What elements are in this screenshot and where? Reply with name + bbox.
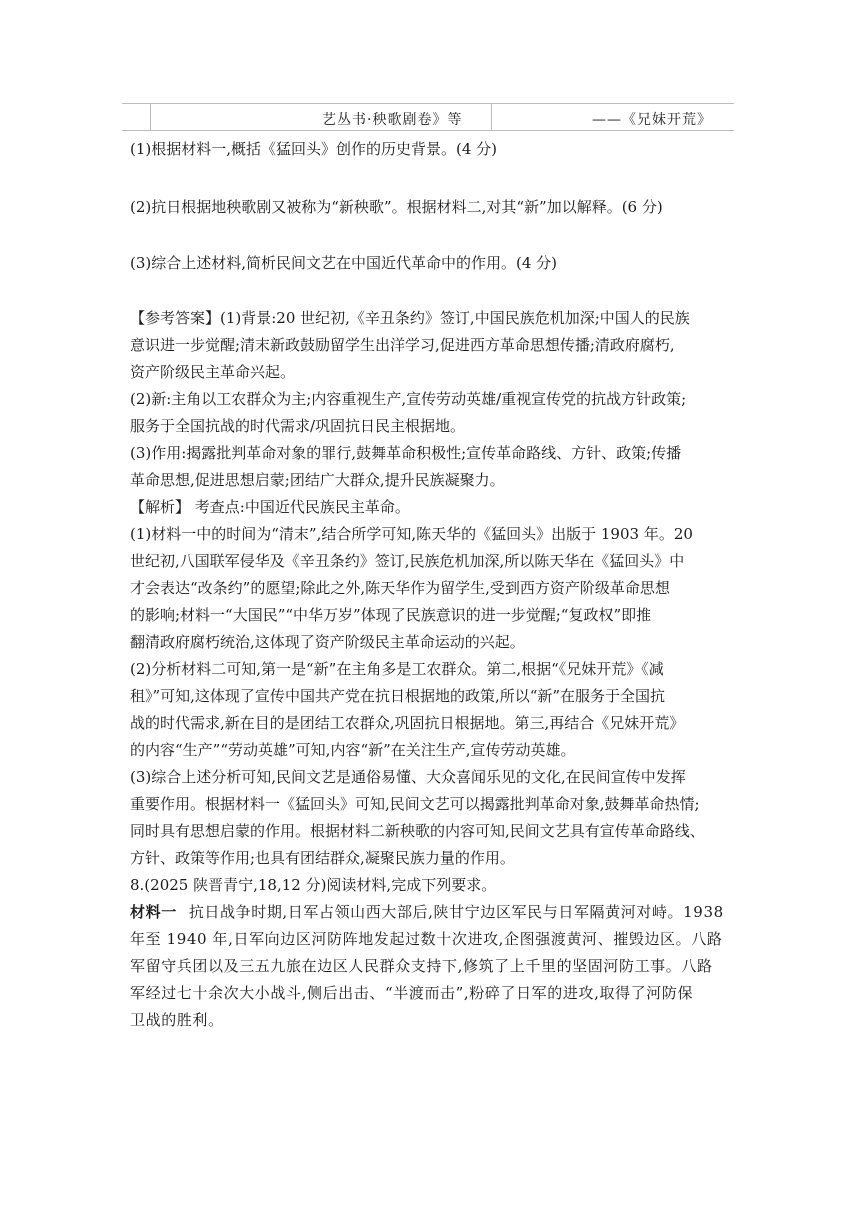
analysis-heading: 【解析】 考查点:中国近代民族民主革命。 [130, 498, 410, 516]
table-divider [491, 104, 492, 130]
answer-block [130, 305, 736, 899]
analysis-line: 战的时代需求,新在目的是团结工农群众,巩固抗日根据地。第三,再结合《兄妹开荒》 [130, 714, 685, 732]
material-label: 材料一 [130, 903, 177, 921]
analysis-line: 翻清政府腐朽统治,这体现了资产阶级民主革命运动的兴起。 [130, 633, 525, 651]
analysis-line: 方针、政策等作用;也具有团结群众,凝聚民族力量的作用。 [130, 849, 515, 867]
table-divider [150, 104, 151, 130]
table-cell-title: ——《兄妹开荒》 [592, 112, 712, 128]
table-cell-source: 艺丛书·秧歌剧卷》等 [322, 112, 463, 128]
question-1: (1)根据材料一,概括《猛回头》创作的历史背景。(4 分) [130, 140, 498, 158]
analysis-line: 租》”可知,这体现了宣传中国共产党在抗日根据地的政策,所以“新”在服务于全国抗 [130, 687, 666, 705]
question-8-heading: 8.(2025 陕晋青宁,18,12 分)阅读材料,完成下列要求。 [130, 876, 497, 894]
question-2: (2)抗日根据地秧歌剧又被称为“新秧歌”。根据材料二,对其“新”加以解释。(6 分) [130, 198, 663, 216]
analysis-line: 世纪初,八国联军侵华及《辛丑条约》签订,民族危机加深,所以陈天华在《猛回头》中 [130, 552, 685, 570]
answer-line: 服务于全国抗战的时代需求/巩固抗日民主根据地。 [130, 417, 466, 435]
question-3: (3)综合上述材料,简析民间文艺在中国近代革命中的作用。(4 分) [130, 254, 558, 272]
analysis-line: 的影响;材料一“大国民”“中华万岁”体现了民族意识的进一步觉醒;“复政权”即推 [130, 606, 652, 624]
material-line: 卫战的胜利。 [130, 1011, 224, 1029]
analysis-line: 同时具有思想启蒙的作用。根据材料二新秧歌的内容可知,民间文艺具有宣传革命路线、 [130, 822, 705, 840]
analysis-line: 才会表达“改条约”的愿望;除此之外,陈天华作为留学生,受到西方资产阶级革命思想 [130, 579, 670, 597]
analysis-line: 的内容“生产”“劳动英雄”可知,内容“新”在关注生产,宣传劳动英雄。 [130, 741, 576, 759]
material-line: 军经过七十余次大小战斗,侧后出击、“半渡而击”,粉碎了日军的进攻,取得了河防保 [130, 984, 694, 1002]
answer-line: 【参考答案】(1)背景:20 世纪初,《辛丑条约》签订,中国民族危机加深;中国人的民族 [130, 309, 690, 327]
answer-line: (2)新:主角以工农群众为主;内容重视生产,宣传劳动英雄/重视宣传党的抗战方针政策; [130, 390, 687, 408]
material-one [130, 899, 736, 1034]
answer-line: 革命思想,促进思想启蒙;团结广大群众,提升民族凝聚力。 [130, 471, 505, 489]
answer-line: 资产阶级民主革命兴起。 [130, 363, 296, 381]
material-line: 年至 1940 年,日军向边区河防阵地发起过数十次进攻,企图强渡黄河、摧毁边区。八路 [130, 930, 723, 948]
answer-line: 意识进一步觉醒;清末新政鼓励留学生出洋学习,促进西方革命思想传播;清政府腐朽, [130, 336, 675, 354]
analysis-line: (2)分析材料二可知,第一是“新”在主角多是工农群众。第二,根据“《兄妹开荒》《减 [130, 660, 664, 678]
answer-line: (3)作用:揭露批判革命对象的罪行,鼓舞革命积极性;宣传革命路线、方针、政策;传播 [130, 444, 682, 462]
document-body [130, 136, 736, 1034]
material-line: 军留守兵团以及三五九旅在边区人民群众支持下,修筑了上千里的坚固河防工事。八路 [130, 957, 713, 975]
material-line: 抗日战争时期,日军占领山西大部后,陕甘宁边区军民与日军隔黄河对峙。1938 [188, 903, 724, 921]
analysis-line: (1)材料一中的时间为“清末”,结合所学可知,陈天华的《猛回头》出版于 1903 年。20 [130, 525, 693, 543]
analysis-line: 重要作用。根据材料一《猛回头》可知,民间文艺可以揭露批判革命对象,鼓舞革命热情; [130, 795, 700, 813]
table-fragment [122, 103, 734, 131]
analysis-line: (3)综合上述分析可知,民间文艺是通俗易懂、大众喜闻乐见的文化,在民间宣传中发挥 [130, 768, 686, 786]
